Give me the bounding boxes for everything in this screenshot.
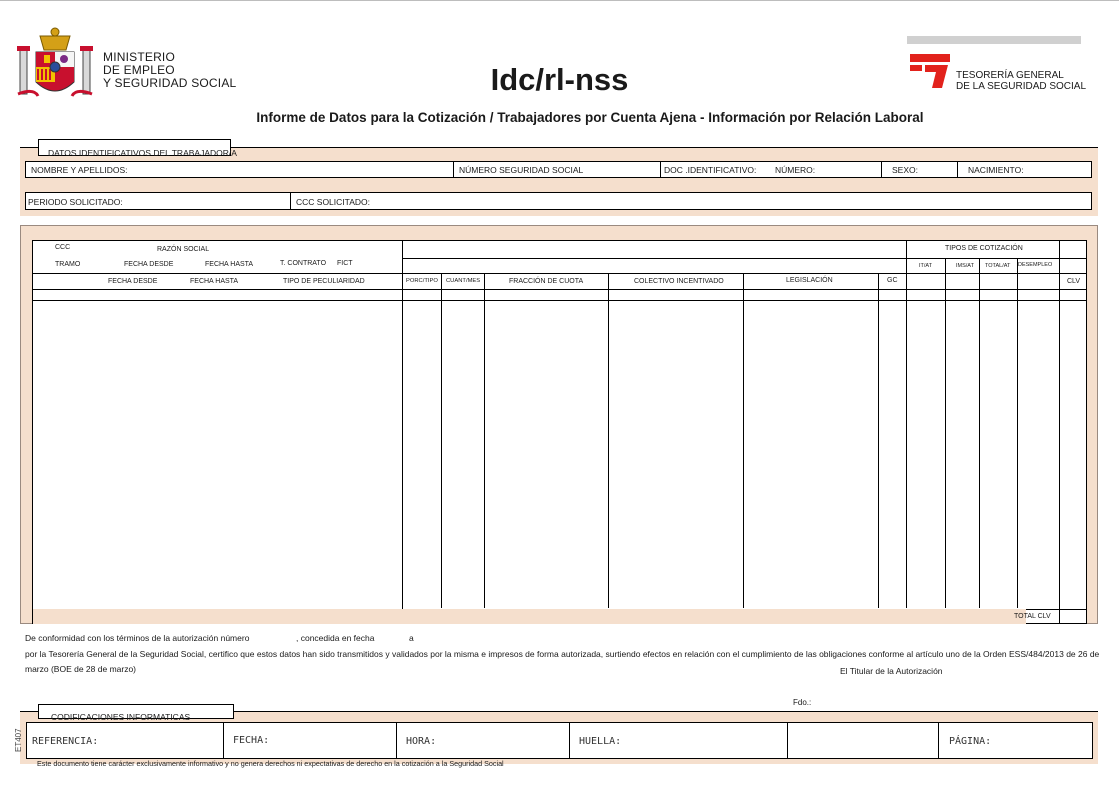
cert-date-text: , concedida en fecha bbox=[296, 633, 375, 643]
tgss-line-1: TESORERÍA GENERAL bbox=[956, 70, 1064, 81]
certification-line-3: marzo (BOE de 28 de marzo) bbox=[25, 664, 137, 674]
ministry-line-2: DE EMPLEO bbox=[103, 63, 175, 77]
total-clv-label: TOTAL CLV bbox=[1014, 613, 1051, 620]
col-fecha-desde-2: FECHA DESDE bbox=[108, 278, 158, 285]
ministry-line-1: MINISTERIO bbox=[103, 50, 176, 64]
form-code-vertical: ET407 bbox=[14, 728, 23, 752]
cert-auth-text: De conformidad con los términos de la autorización número bbox=[25, 633, 250, 643]
certification-line-1 bbox=[25, 631, 249, 645]
codes-section-title-tab bbox=[38, 704, 234, 722]
huella-label: HUELLA: bbox=[579, 736, 622, 747]
col-clv: CLV bbox=[1067, 278, 1081, 285]
period-label: PERIODO SOLICITADO: bbox=[28, 197, 123, 207]
col-colectivo: COLECTIVO INCENTIVADO bbox=[634, 278, 724, 285]
period-row bbox=[25, 192, 1092, 210]
codes-section-title: CODIFICACIONES INFORMATICAS bbox=[51, 712, 191, 722]
fecha-label: FECHA: bbox=[233, 735, 270, 746]
referencia-label: REFERENCIA: bbox=[32, 736, 99, 747]
ccc-requested-label: CCC SOLICITADO: bbox=[296, 197, 370, 207]
document-subtitle: Informe de Datos para la Cotización / Trabajadores por Cuenta Ajena - Información por Relación Laboral bbox=[256, 110, 924, 125]
tgss-name bbox=[956, 70, 1086, 92]
col-ccc: CCC bbox=[55, 244, 71, 251]
doc-id-label: DOC .IDENTIFICATIVO: bbox=[664, 165, 757, 175]
tgss-line-2: DE LA SEGURIDAD SOCIAL bbox=[956, 81, 1087, 92]
tgss-logo-icon bbox=[910, 54, 950, 88]
pagina-label: PÁGINA: bbox=[949, 736, 992, 747]
col-fict: FICT bbox=[337, 260, 353, 267]
col-fecha-desde-1: FECHA DESDE bbox=[124, 261, 174, 268]
col-t-contrato: T. CONTRATO bbox=[280, 260, 327, 267]
col-gc: GC bbox=[887, 277, 898, 284]
col-total-iat: TOTAL/AT bbox=[985, 263, 1011, 269]
tgss-grey-bar bbox=[907, 36, 1081, 44]
hora-label: HORA: bbox=[406, 736, 437, 747]
col-cuant-mes: CUANT/MES bbox=[446, 278, 481, 284]
col-fraccion-cuota: FRACCIÓN DE CUOTA bbox=[509, 278, 584, 285]
codes-row bbox=[26, 722, 1093, 759]
footer-disclaimer: Este documento tiene carácter exclusivamente informativo y no genera derechos ni expectativas de derecho en la cotización a la Seguridad Social bbox=[37, 759, 504, 768]
col-tramo: TRAMO bbox=[55, 261, 81, 268]
fdo-label: Fdo.: bbox=[793, 698, 812, 707]
worker-section-title: DATOS IDENTIFICATIVOS DEL TRABAJADOR/A bbox=[48, 148, 237, 158]
col-itiat: IT/AT bbox=[919, 263, 933, 269]
col-tipo-peculiaridad: TIPO DE PECULIARIDAD bbox=[283, 278, 365, 285]
sex-label: SEXO: bbox=[892, 165, 918, 175]
worker-section-title-tab bbox=[38, 139, 237, 158]
ministry-line-3: Y SEGURIDAD SOCIAL bbox=[103, 76, 237, 90]
signer-label: El Titular de la Autorización bbox=[840, 666, 943, 676]
nss-label: NÚMERO SEGURIDAD SOCIAL bbox=[459, 165, 584, 175]
birth-label: NACIMIENTO: bbox=[968, 165, 1024, 175]
col-razon-social: RAZÓN SOCIAL bbox=[157, 246, 210, 253]
cert-a-text: a bbox=[409, 633, 414, 643]
worker-id-row bbox=[25, 161, 1092, 178]
certification-line-2: por la Tesorería General de la Seguridad Social, certifico que estos datos han sido transmitidos y validados por la misma e impresos de forma autorizada, surtiendo efectos en relación con el cumplimiento de las obligaciones conforme al artículo uno de la Orden ESS/484/2013 de 26 de bbox=[25, 649, 1100, 659]
name-label: NOMBRE Y APELLIDOS: bbox=[31, 165, 128, 175]
top-rule bbox=[0, 0, 1119, 1]
document-code: Idc/rl-nss bbox=[490, 62, 629, 97]
col-desempleo: DESEMPLEO bbox=[1018, 262, 1053, 268]
number-label: NÚMERO: bbox=[775, 165, 816, 175]
col-porc-tipo: PORC/TIPO bbox=[406, 278, 438, 284]
col-fecha-hasta-2: FECHA HASTA bbox=[190, 278, 239, 285]
col-imsiat: IMS/AT bbox=[956, 263, 974, 269]
col-legislacion: LEGISLACIÓN bbox=[786, 277, 833, 284]
total-row-fill bbox=[33, 609, 1026, 624]
col-tipos-cotizacion: TIPOS DE COTIZACIÓN bbox=[945, 245, 1023, 252]
relation-table bbox=[32, 240, 1087, 624]
col-fecha-hasta-1: FECHA HASTA bbox=[205, 261, 254, 268]
